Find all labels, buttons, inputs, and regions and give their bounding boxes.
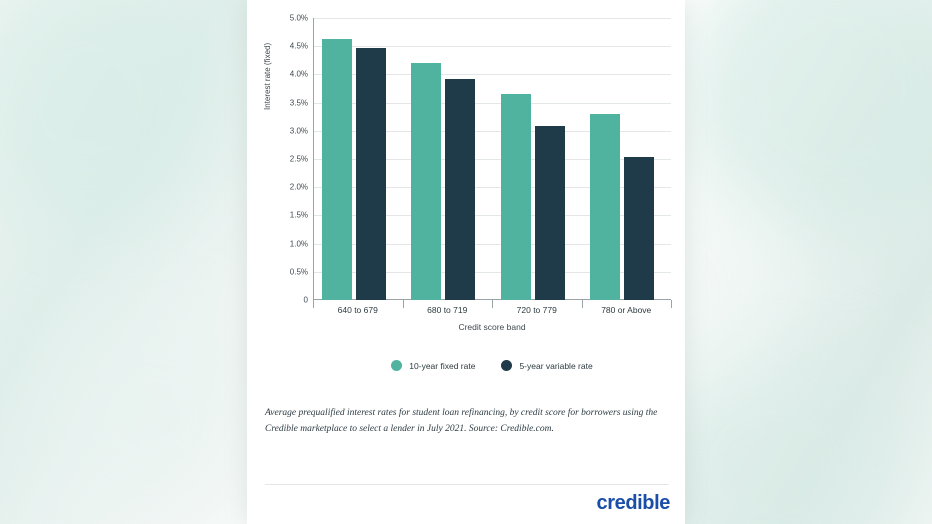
y-tick-label: 1.0% <box>289 239 308 249</box>
y-tick-label: 0.5% <box>289 267 308 277</box>
legend-item[interactable] <box>391 360 475 371</box>
legend-swatch-icon <box>501 360 512 371</box>
brand-logo: credible <box>596 492 670 514</box>
y-tick-label: 2.0% <box>289 182 308 192</box>
y-tick-label: 5.0% <box>289 13 308 23</box>
bar-group <box>403 18 493 300</box>
x-axis-title: Credit score band <box>458 322 526 332</box>
x-tick-separator <box>671 300 672 308</box>
x-tick-label: 780 or Above <box>601 305 652 315</box>
y-tick-label: 3.5% <box>289 98 308 108</box>
y-tick-label: 1.5% <box>289 210 308 220</box>
bar <box>411 63 441 300</box>
y-tick-label: 4.5% <box>289 41 308 51</box>
x-tick-label: 720 to 779 <box>516 305 557 315</box>
x-tick-label: 680 to 719 <box>427 305 468 315</box>
y-axis-title <box>263 96 272 110</box>
bar <box>501 94 531 300</box>
footer-divider <box>265 484 669 485</box>
chart-legend <box>313 360 671 371</box>
y-tick-label: 4.0% <box>289 69 308 79</box>
x-axis-category-labels <box>313 300 671 320</box>
bar-group <box>313 18 403 300</box>
legend-swatch-icon <box>391 360 402 371</box>
y-tick-label: 0 <box>303 295 308 305</box>
legend-label: 10-year fixed rate <box>409 360 476 371</box>
bar <box>624 157 654 300</box>
legend-item[interactable] <box>501 360 592 371</box>
y-tick-label: 3.0% <box>289 126 308 136</box>
bar <box>535 126 565 300</box>
bar-series-container <box>313 18 671 300</box>
bar <box>590 114 620 300</box>
bar-group <box>492 18 582 300</box>
background-blob <box>30 300 270 524</box>
legend-label: 5-year variable rate <box>519 360 593 371</box>
x-tick-label: 640 to 679 <box>337 305 378 315</box>
plot-area <box>313 18 671 300</box>
background-blob <box>0 0 220 230</box>
y-tick-label: 2.5% <box>289 154 308 164</box>
bar <box>322 39 352 300</box>
y-axis-tick-labels <box>278 13 308 305</box>
bar <box>356 48 386 300</box>
bar <box>445 79 475 300</box>
chart-caption: Average prequalified interest rates for student loan refinancing, by credit score for borrowers using the Credible marketplace to select a lender in July 2021. Source: Credible.com. <box>265 408 658 434</box>
bar-group <box>582 18 672 300</box>
